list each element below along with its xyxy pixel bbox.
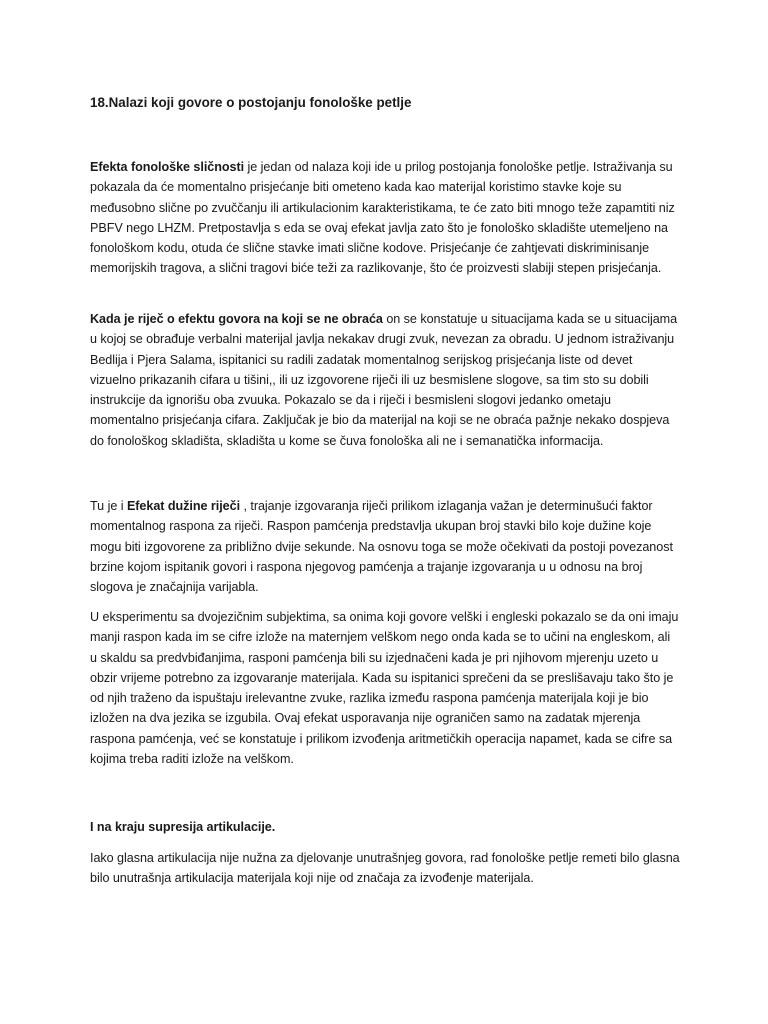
paragraph-text: U eksperimentu sa dvojezičnim subjektima, sa onima koji govore velški i engleski pokazalo se da oni imaju manji raspon kada im se cifre izlože na maternjem velškom nego onda kada se to učini na engleskom, ali u skaldu sa predvbiđanjima, rasponi pamćenja bili su izjednačeni kada je pri njihovom mjerenju uzeto u obzir vrijeme potrebno za izgovaranje materijala. Kada su ispitanici sprečeni da se preslišavaju tako što je od njih traženo da ispuštaju irelevantne zvuke, razlika između raspona pamćenja materijala koji je bio izložen na dva jezika se izgubila. Ovaj efekat usporavanja nije ograničen samo na zadatak mjerenja raspona pamćenja, već se konstatuje i prilikom izvođenja aritmetičkih operacija napamet, kada se cifre sa kojima treba raditi izlože na velškom. — [90, 610, 679, 767]
paragraph-intro: I na kraju — [90, 820, 149, 834]
term-unattended-speech: Kada je riječ o efektu govora na koji se ne obraća — [90, 312, 383, 326]
term-word-length: Efekat dužine riječi — [126, 499, 241, 513]
paragraph-bilingual-experiment — [90, 607, 680, 769]
paragraph-text: . — [271, 820, 276, 834]
paragraph-word-length — [90, 496, 680, 597]
paragraph-text: on se konstatuje u situacijama kada se u situacijama u kojoj se obrađuje verbalni materijal javlja nekakav drugi zvuk, nevezan za obradu. U jednom istraživanju Bedlija i Pjera Salama, ispitanici su radili zadatak momentalnog serijskog prisjećanja liste od devet vizuelno prikazanih cifara u tišini,, ili uz izgovorene riječi ili uz besmislene slogove, sa tim sto su dobili instrukcije da ignorišu oba zvuuka. Pokazalo se da i riječi i besmisleni slogovi jedanko ometaju momentalno prisjećanja cifara. Zaključak je bio da materijal na koji se ne obraća pažnje nekako dospjeva do fonološkog skladišta, skladišta u kome se čuva fonološka ali ne i semanatička informacija. — [90, 312, 678, 448]
paragraph-intro: Tu je i — [90, 499, 127, 513]
paragraph-text: , trajanje izgovaranja riječi prilikom izlaganja važan je determinušući faktor momentalnog raspona za riječi. Raspon pamćenja predstavlja ukupan broj stavki bilo koje dužine koje mogu biti izgovorene za približno dvije sekunde. Na osnovu toga se može očekivati da postoji povezanost brzine kojom ispitanik govori i raspona njegovog pamćenja a trajanje izgovaranja u u odnosu na broj slogova je značajnija varijabla. — [90, 499, 673, 595]
paragraph-text: Iako glasna artikulacija nije nužna za djelovanje unutrašnjeg govora, rad fonološke petlje remeti bilo glasna bilo unutrašnja artikulacija materijala koji nije od značaja za izvođenje materijala. — [90, 851, 680, 886]
paragraph-unattended-speech — [90, 309, 680, 451]
paragraph-articulatory-suppression-title — [90, 817, 680, 837]
paragraph-phonological-similarity — [90, 157, 680, 279]
section-heading: 18.Nalazi koji govore o postojanju fonološke petlje — [90, 95, 412, 110]
paragraph-text: je jedan od nalaza koji ide u prilog postojanja fonološke petlje. Istraživanja su pokazala da će momentalno prisjećanje biti ometeno kada kao materijal koristimo stavke koje su međusobno slične po zvuččanju ili artikulacionim karakteristikama, te će zato biti mnogo teže zapamtiti niz PBFV nego LHZM. Pretpostavlja s eda se ovaj efekat javlja zato što je fonološko skladište utemeljeno na fonološkom kodu, otuda će slične stavke imati slične kodove. Prisjećanje će zahtjevati diskriminisanje memorijskih tragova, a slični tragovi biće teži za razlikovanje, što će proizvesti slabiji stepen prisjećanja. — [90, 160, 675, 276]
term-phonological-similarity: Efekta fonološke sličnosti — [90, 160, 245, 174]
term-articulatory-suppression: supresija artikulacije — [148, 820, 272, 834]
paragraph-articulatory-suppression — [90, 848, 680, 889]
